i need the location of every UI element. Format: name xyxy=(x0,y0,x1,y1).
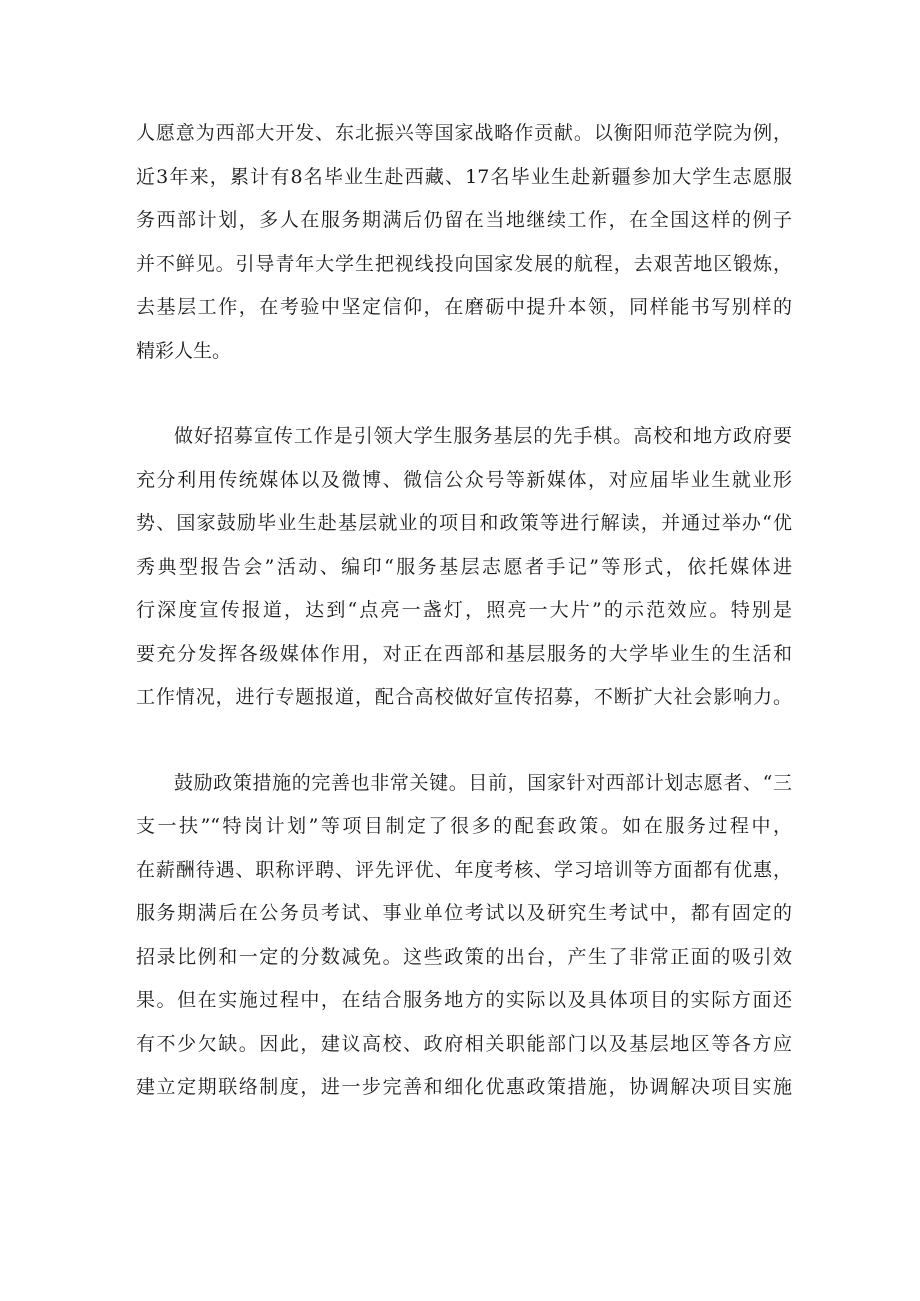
text-line: 支一扶”“特岗计划”等项目制定了很多的配套政策。如在服务过程中， xyxy=(136,815,792,837)
text-line: 在薪酬待遇、职称评聘、评先评优、年度考核、学习培训等方面都有优惠， xyxy=(136,858,792,881)
text-line: 势、国家鼓励毕业生赴基层就业的项目和政策等进行解读，并通过举办“优 xyxy=(136,512,792,534)
text-line: 服务期满后在公务员考试、事业单位考试以及研究生考试中，都有固定的 xyxy=(136,902,792,924)
text-line: 招录比例和一定的分数减免。这些政策的出台，产生了非常正面的吸引效 xyxy=(136,945,792,968)
text-line: 鼓励政策措施的完善也非常关键。目前，国家针对西部计划志愿者、“三 xyxy=(174,771,792,794)
paragraph-1 xyxy=(136,112,792,373)
text-line: 务西部计划，多人在服务期满后仍留在当地继续工作，在全国这样的例子 xyxy=(136,209,792,231)
text-line: 要充分发挥各级媒体作用，对正在西部和基层服务的大学毕业生的生活和 xyxy=(136,642,792,665)
text-line: 建立定期联络制度，进一步完善和细化优惠政策措施，协调解决项目实施 xyxy=(136,1076,792,1098)
text-line: 充分利用传统媒体以及微博、微信公众号等新媒体，对应届毕业生就业形 xyxy=(136,468,792,491)
text-line: 行深度宣传报道，达到“点亮一盏灯，照亮一大片”的示范效应。特别是 xyxy=(136,599,792,621)
text-line: 近3年来，累计有8名毕业生赴西藏、17名毕业生赴新疆参加大学生志愿服 xyxy=(136,165,792,188)
paragraph-2 xyxy=(136,415,792,720)
paragraph-gap xyxy=(136,720,792,762)
paragraph-3 xyxy=(136,762,792,1110)
paragraph-gap xyxy=(136,373,792,415)
text-line: 工作情况，进行专题报道，配合高校做好宣传招募，不断扩大社会影响力。 xyxy=(136,686,792,708)
text-line: 秀典型报告会”活动、编印“服务基层志愿者手记”等形式，依托媒体进 xyxy=(136,555,792,578)
text-line: 人愿意为西部大开发、东北振兴等国家战略作贡献。以衡阳师范学院为例， xyxy=(136,122,792,144)
document-body xyxy=(136,112,792,1110)
text-line: 并不鲜见。引导青年大学生把视线投向国家发展的航程，去艰苦地区锻炼， xyxy=(136,252,792,275)
text-line: 做好招募宣传工作是引领大学生服务基层的先手棋。高校和地方政府要 xyxy=(174,425,792,447)
text-line: 果。但在实施过程中，在结合服务地方的实际以及具体项目的实际方面还 xyxy=(136,989,792,1011)
text-line: 有不少欠缺。因此，建议高校、政府相关职能部门以及基层地区等各方应 xyxy=(136,1032,792,1055)
text-line: 去基层工作，在考验中坚定信仰，在磨砺中提升本领，同样能书写别样的 xyxy=(136,296,792,318)
text-line: 精彩人生。 xyxy=(136,339,232,362)
